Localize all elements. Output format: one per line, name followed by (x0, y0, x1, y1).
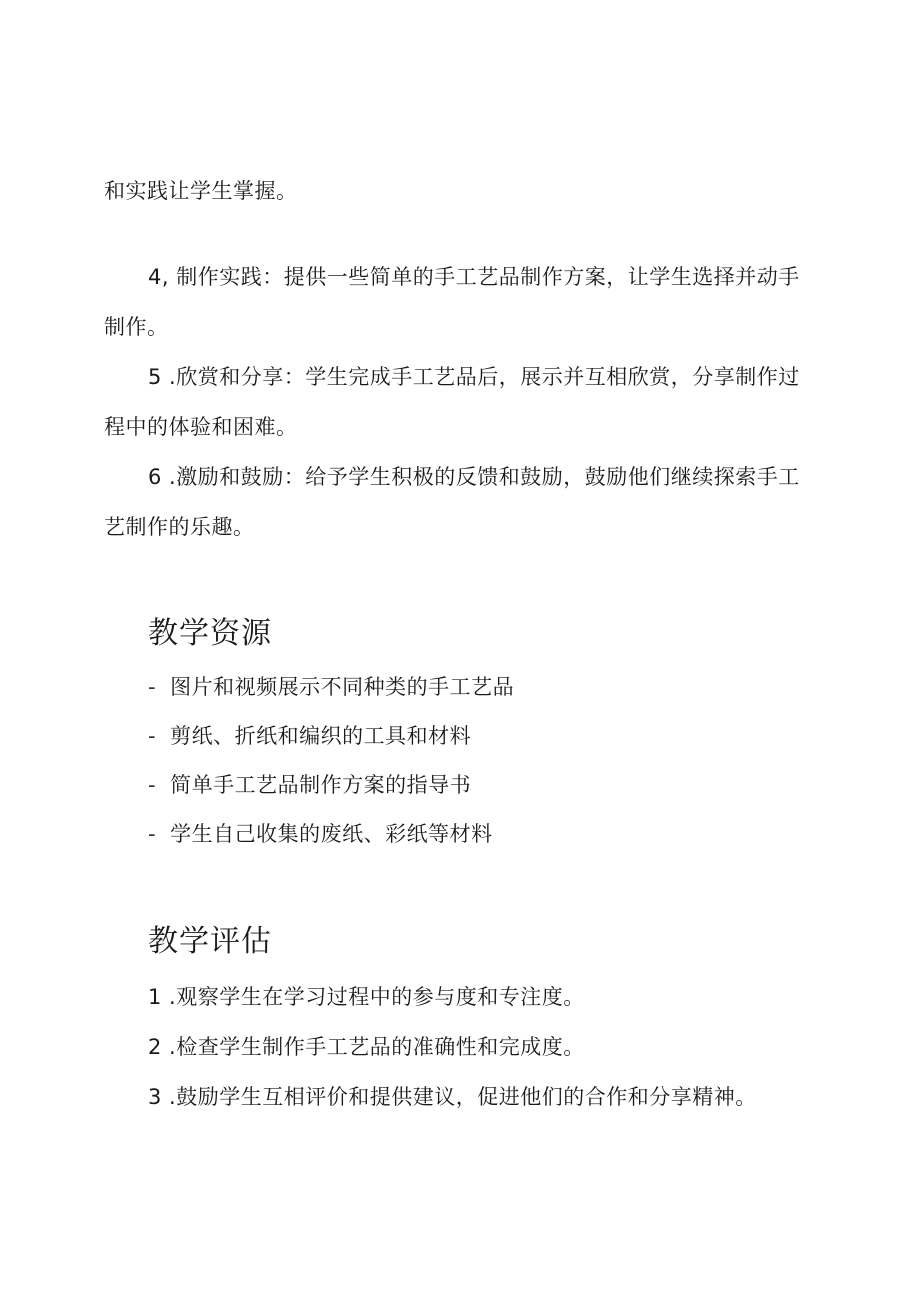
evaluation-text: .观察学生在学习过程中的参与度和专注度。 (161, 985, 585, 1009)
evaluation-number: 1 (148, 985, 162, 1009)
step-4-line-1: 4, 制作实践：提供一些简单的手工艺品制作方案，让学生选择并动手 (148, 265, 800, 289)
evaluation-number: 3 (148, 1085, 162, 1109)
evaluation-number: 2 (148, 1035, 162, 1059)
resource-item-4 (148, 819, 493, 849)
resources-heading: 教学资源 (148, 616, 272, 651)
resource-text: 学生自己收集的废纸、彩纸等材料 (170, 822, 493, 846)
step-6-line-2: 艺制作的乐趣。 (104, 515, 255, 539)
evaluation-item-1 (148, 982, 585, 1012)
resource-item-2 (148, 721, 471, 751)
evaluation-text: .检查学生制作手工艺品的准确性和完成度。 (161, 1035, 585, 1059)
step-5-line-2: 程中的体验和困难。 (104, 415, 298, 439)
evaluation-heading: 教学评估 (148, 924, 272, 959)
evaluation-item-3 (148, 1082, 757, 1112)
step-6-text: .激励和鼓励：给予学生积极的反馈和鼓励，鼓励他们继续探索手工 (161, 465, 800, 489)
bullet-dash: - (148, 773, 157, 797)
paragraph-tail: 和实践让学生掌握。 (104, 179, 298, 203)
step-4-line-2: 制作。 (104, 315, 169, 339)
resource-text: 简单手工艺品制作方案的指导书 (170, 773, 472, 797)
bullet-dash: - (148, 822, 157, 846)
step-5-line-1 (148, 362, 800, 392)
step-6-line-1 (148, 462, 800, 492)
resource-text: 图片和视频展示不同种类的手工艺品 (170, 675, 515, 699)
bullet-dash: - (148, 724, 157, 748)
step-6-number: 6 (148, 465, 162, 489)
step-5-number: 5 (148, 365, 162, 389)
evaluation-text: .鼓励学生互相评价和提供建议，促进他们的合作和分享精神。 (161, 1085, 757, 1109)
resource-item-1 (148, 672, 514, 702)
step-5-text: .欣赏和分享：学生完成手工艺品后，展示并互相欣赏，分享制作过 (161, 365, 800, 389)
resource-text: 剪纸、折纸和编织的工具和材料 (170, 724, 472, 748)
evaluation-item-2 (148, 1032, 585, 1062)
resource-item-3 (148, 770, 471, 800)
bullet-dash: - (148, 675, 157, 699)
